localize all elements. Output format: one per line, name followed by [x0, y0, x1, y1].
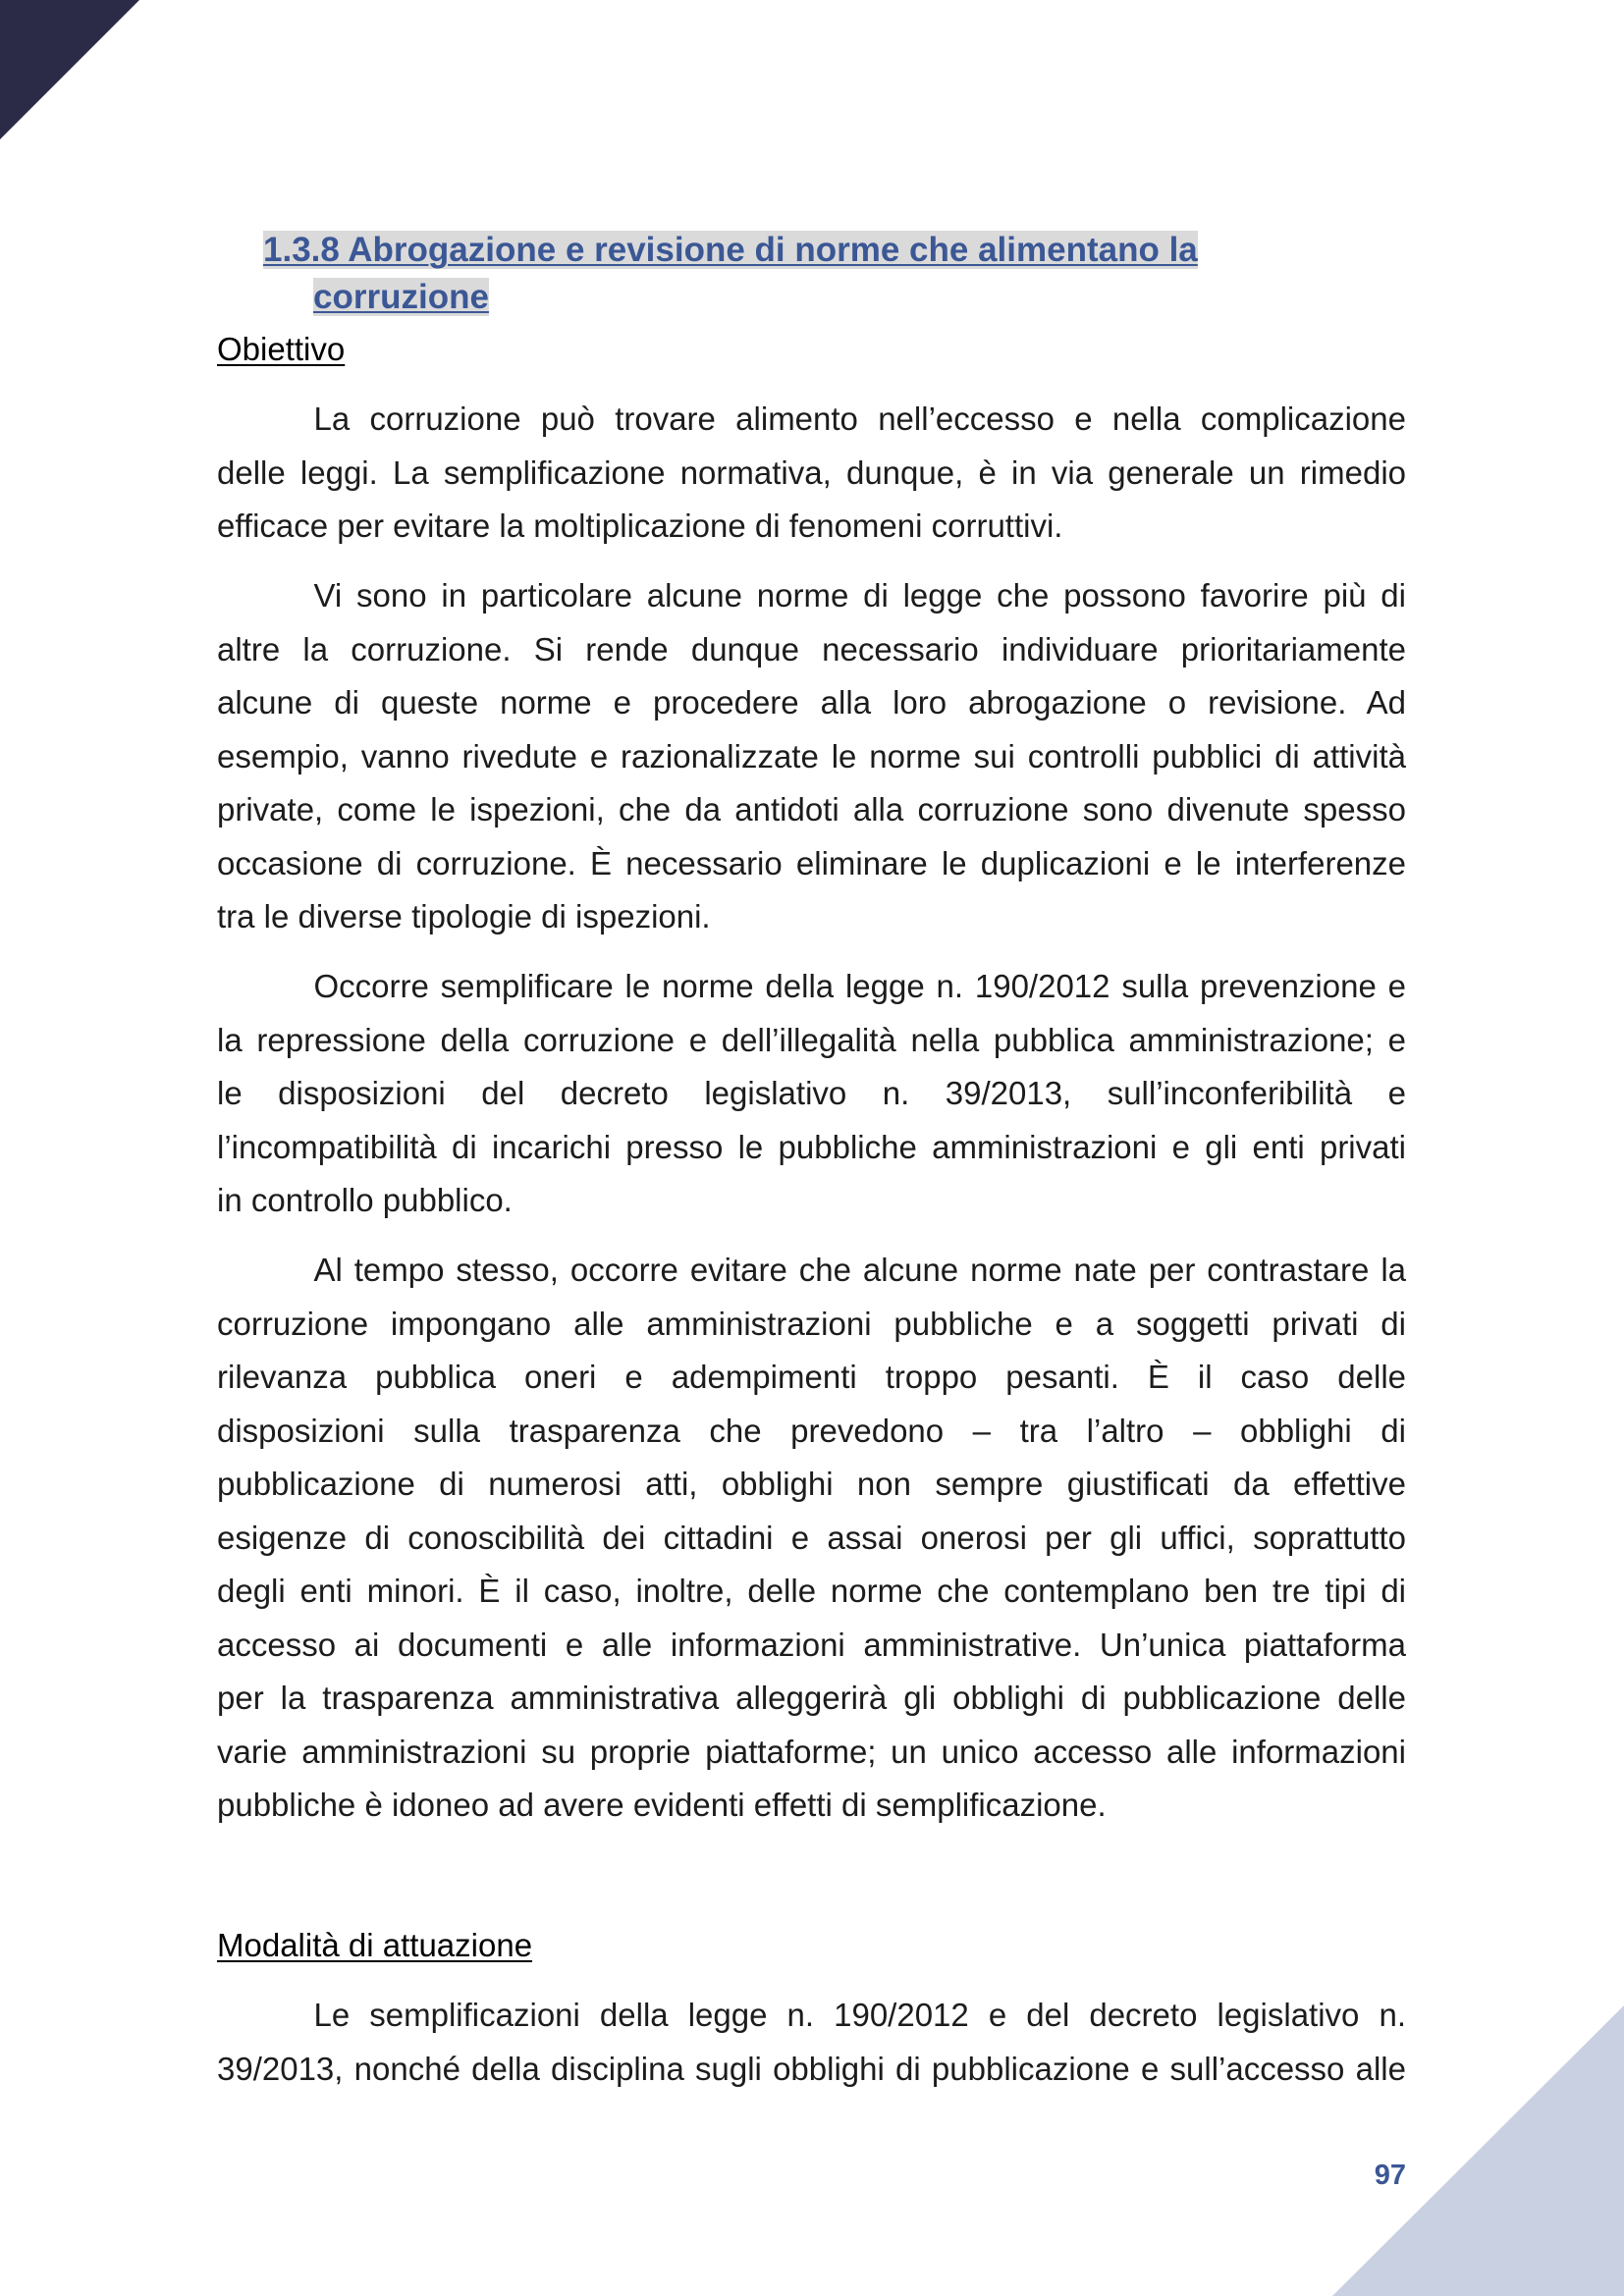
text-line: le disposizioni del decreto legislativo n. 39/2013, sull’inconferibilità e — [217, 1075, 1406, 1111]
text-line: esempio, vanno rivedute e razionalizzate le norme sui controlli pubblici di attività — [217, 737, 1406, 774]
text-line: per la trasparenza amministrativa alleggerirà gli obblighi di pubblicazione delle — [217, 1680, 1406, 1716]
text-line: degli enti minori. È il caso, inoltre, delle norme che contemplano ben tre tipi di — [217, 1573, 1406, 1609]
text-line: efficace per evitare la moltiplicazione di fenomeni corruttivi. — [217, 507, 1063, 544]
paragraph — [217, 1989, 1406, 2096]
text-line: in controllo pubblico. — [217, 1182, 513, 1218]
text-line: tra le diverse tipologie di ispezioni. — [217, 898, 711, 934]
text-line: altre la corruzione. Si rende dunque necessario individuare prioritariamente — [217, 630, 1406, 667]
paragraph — [217, 960, 1406, 1228]
text-line: esigenze di conoscibilità dei cittadini e assai onerosi per gli uffici, soprattutto — [217, 1519, 1406, 1556]
corner-decoration-top-left — [0, 0, 139, 139]
text-line: corruzione impongano alle amministrazioni pubbliche e a soggetti privati di — [217, 1305, 1406, 1342]
text-line: pubbliche è idoneo ad avere evidenti effetti di semplificazione. — [217, 1787, 1107, 1823]
text-line: rilevanza pubblica oneri e adempimenti troppo pesanti. È il caso delle — [217, 1359, 1406, 1395]
text-line: alcune di queste norme e procedere alla loro abrogazione o revisione. Ad — [217, 684, 1406, 721]
text-line: la repressione della corruzione e dell’illegalità nella pubblica amministrazione; e — [217, 1021, 1406, 1058]
text-line: varie amministrazioni su proprie piattaforme; un unico accesso alle informazioni — [217, 1733, 1406, 1770]
objective-label: Obiettivo — [217, 331, 346, 367]
section-heading-link[interactable]: 1.3.8 Abrogazione e revisione di norme che alimentano la corruzione — [263, 231, 1198, 316]
paragraph — [217, 393, 1406, 554]
paragraph — [217, 569, 1406, 944]
text-line: Le semplificazioni della legge n. 190/2012 e del decreto legislativo n. — [313, 1997, 1406, 2033]
page-number: 97 — [1374, 2160, 1406, 2191]
text-line: Vi sono in particolare alcune norme di legge che possono favorire più di — [313, 577, 1406, 614]
text-line: private, come le ispezioni, che da antidoti alla corruzione sono divenute spesso — [217, 791, 1406, 828]
text-line: Al tempo stesso, occorre evitare che alcune norme nate per contrastare la — [313, 1252, 1406, 1288]
text-line: delle leggi. La semplificazione normativa, dunque, è in via generale un rimedio — [217, 454, 1406, 491]
implementation-label: Modalità di attuazione — [217, 1927, 533, 1963]
body-content — [217, 323, 1406, 2112]
text-line: occasione di corruzione. È necessario eliminare le duplicazioni e le interferenze — [217, 844, 1406, 881]
section-heading — [263, 227, 1276, 321]
paragraph — [217, 1244, 1406, 1833]
text-line: accesso ai documenti e alle informazioni amministrative. Un’unica piattaforma — [217, 1626, 1406, 1663]
text-line: l’incompatibilità di incarichi presso le pubbliche amministrazioni e gli enti privati — [217, 1128, 1406, 1165]
text-line: La corruzione può trovare alimento nell’eccesso e nella complicazione — [313, 400, 1406, 437]
text-line: pubblicazione di numerosi atti, obblighi non sempre giustificati da effettive — [217, 1466, 1406, 1502]
text-line: disposizioni sulla trasparenza che prevedono – tra l’altro – obblighi di — [217, 1412, 1406, 1449]
text-line: Occorre semplificare le norme della legge n. 190/2012 sulla prevenzione e — [313, 968, 1406, 1004]
text-line: 39/2013, nonché della disciplina sugli obblighi di pubblicazione e sull’accesso alle — [217, 2050, 1406, 2087]
